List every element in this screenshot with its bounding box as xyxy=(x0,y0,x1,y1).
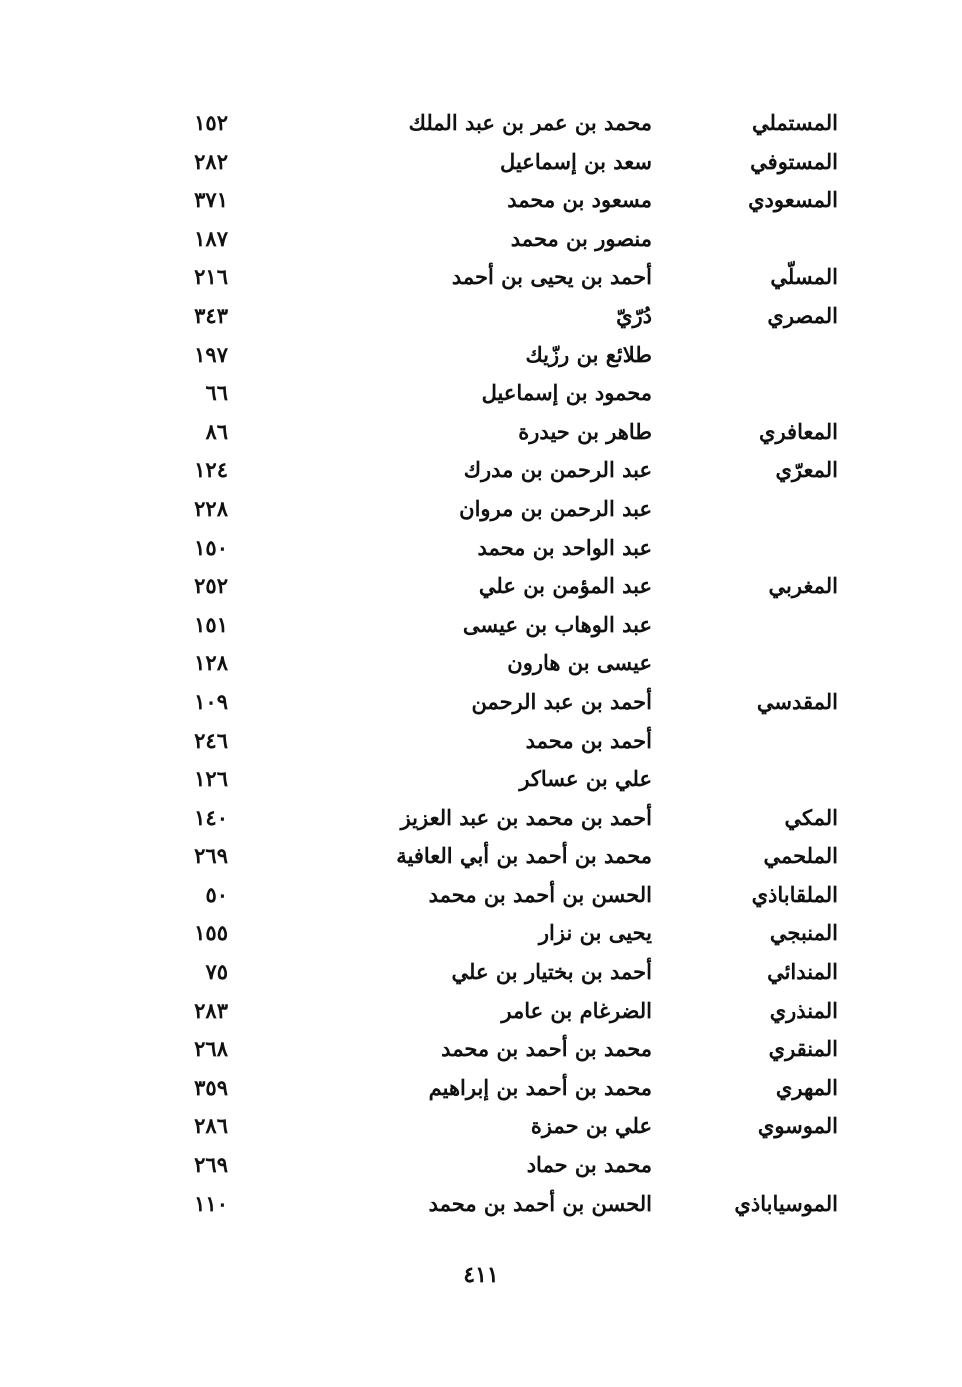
page-reference: ٢٨٣ xyxy=(194,997,228,1023)
page-reference: ١٤٠ xyxy=(194,804,228,830)
index-list xyxy=(0,104,962,1223)
page-reference: ٣٧١ xyxy=(194,187,228,213)
nisba-label xyxy=(688,220,838,259)
nisba-label xyxy=(688,490,838,529)
nisba-label: المهري xyxy=(775,1074,838,1100)
index-row xyxy=(0,799,962,838)
nisba-label: المغربي xyxy=(768,573,838,599)
index-row xyxy=(0,336,962,375)
person-name: دُرّيّ xyxy=(616,302,652,328)
index-row xyxy=(0,451,962,490)
nisba-label: المكي xyxy=(784,804,838,830)
nisba-label: المعافري xyxy=(759,418,838,444)
index-row xyxy=(0,104,962,143)
index-row xyxy=(0,1107,962,1146)
person-name: الحسن بن أحمد بن محمد xyxy=(428,1190,652,1216)
index-row xyxy=(0,567,962,606)
index-row xyxy=(0,1185,962,1224)
person-name: منصور بن محمد xyxy=(510,225,652,251)
index-row xyxy=(0,1030,962,1069)
person-name: محمد بن عمر بن عبد الملك xyxy=(408,110,652,135)
person-name: عيسى بن هارون xyxy=(507,650,652,676)
person-name: سعد بن إسماعيل xyxy=(500,148,652,174)
person-name: مسعود بن محمد xyxy=(507,187,652,213)
index-row xyxy=(0,258,962,297)
index-row xyxy=(0,490,962,529)
index-row xyxy=(0,992,962,1031)
nisba-label: الملحمي xyxy=(763,843,838,869)
nisba-label: المنبجي xyxy=(769,920,838,946)
page-reference: ٢٤٦ xyxy=(194,727,228,753)
page-reference: ٢٦٩ xyxy=(194,843,228,869)
person-name: محمد بن أحمد بن إبراهيم xyxy=(428,1074,652,1100)
person-name: محمود بن إسماعيل xyxy=(481,380,652,406)
page-reference: ١٢٨ xyxy=(194,650,228,676)
person-name: الحسن بن أحمد بن محمد xyxy=(428,881,652,907)
person-name: عبد الواحد بن محمد xyxy=(477,534,652,560)
person-name: محمد بن حماد xyxy=(526,1152,652,1178)
person-name: الضرغام بن عامر xyxy=(501,997,652,1023)
page-reference: ١٩٧ xyxy=(194,341,228,367)
page-reference: ١٥١ xyxy=(194,611,228,637)
person-name: محمد بن أحمد بن أبي العافية xyxy=(396,843,652,869)
nisba-label xyxy=(688,606,838,645)
nisba-label: الموسوي xyxy=(757,1113,838,1139)
page-reference: ١٥٠ xyxy=(194,534,228,560)
nisba-label: المستوفي xyxy=(750,148,838,174)
page-reference: ٢٨٦ xyxy=(194,1113,228,1139)
page-reference: ٣٤٣ xyxy=(194,302,228,328)
nisba-label: المندائي xyxy=(767,959,838,985)
person-name: عبد الوهاب بن عيسى xyxy=(462,611,652,637)
index-row xyxy=(0,297,962,336)
nisba-label xyxy=(688,336,838,375)
nisba-label xyxy=(688,529,838,568)
page-reference: ١٠٩ xyxy=(194,688,228,714)
index-row xyxy=(0,220,962,259)
page-reference: ١٢٦ xyxy=(194,766,228,792)
person-name: محمد بن أحمد بن محمد xyxy=(441,1036,652,1062)
page-reference: ٣٥٩ xyxy=(194,1074,228,1100)
nisba-label: الموسياباذي xyxy=(734,1190,838,1216)
person-name: يحيى بن نزار xyxy=(538,920,652,946)
nisba-label xyxy=(688,374,838,413)
nisba-label: الملقاباذي xyxy=(751,881,838,907)
page-reference: ٨٦ xyxy=(205,418,228,444)
nisba-label: المستملي xyxy=(751,110,838,135)
index-row xyxy=(0,606,962,645)
nisba-label xyxy=(688,760,838,799)
index-row xyxy=(0,181,962,220)
person-name: علي بن عساكر xyxy=(519,766,652,792)
nisba-label xyxy=(688,722,838,761)
nisba-label: المصري xyxy=(767,302,838,328)
person-name: علي بن حمزة xyxy=(530,1113,652,1139)
page-reference: ٦٦ xyxy=(205,380,228,406)
person-name: أحمد بن يحيى بن أحمد xyxy=(451,264,652,290)
index-row xyxy=(0,143,962,182)
page-reference: ٢٦٨ xyxy=(194,1036,228,1062)
page-reference: ٢٥٢ xyxy=(194,573,228,599)
person-name: طلائع بن رزّيك xyxy=(525,341,652,367)
index-row xyxy=(0,914,962,953)
person-name: عبد المؤمن بن علي xyxy=(478,573,652,599)
page-reference: ٢٨٢ xyxy=(194,148,228,174)
index-row xyxy=(0,413,962,452)
page-reference: ١٨٧ xyxy=(194,225,228,251)
index-row xyxy=(0,644,962,683)
nisba-label: المعرّي xyxy=(775,457,838,483)
person-name: عبد الرحمن بن مدرك xyxy=(463,457,652,483)
page-number: ٤١١ xyxy=(463,1262,499,1288)
index-row xyxy=(0,1146,962,1185)
index-row xyxy=(0,374,962,413)
nisba-label: المقدسي xyxy=(756,688,838,714)
nisba-label: المنذري xyxy=(769,997,838,1023)
nisba-label: المنقري xyxy=(768,1036,838,1062)
index-row xyxy=(0,683,962,722)
person-name: أحمد بن عبد الرحمن xyxy=(471,688,652,714)
index-row xyxy=(0,1069,962,1108)
person-name: أحمد بن محمد بن عبد العزيز xyxy=(400,804,652,830)
nisba-label: المسعودي xyxy=(748,187,838,213)
page-reference: ٥٠ xyxy=(205,881,228,907)
person-name: أحمد بن محمد xyxy=(525,727,652,753)
nisba-label xyxy=(688,644,838,683)
index-row xyxy=(0,722,962,761)
page-reference: ٢١٦ xyxy=(194,264,228,290)
index-row xyxy=(0,529,962,568)
index-row xyxy=(0,760,962,799)
index-row xyxy=(0,876,962,915)
page-reference: ٢٢٨ xyxy=(194,495,228,521)
page-reference: ٧٥ xyxy=(205,959,228,985)
nisba-label: المسلّي xyxy=(770,264,838,290)
page-reference: ١١٠ xyxy=(194,1190,228,1216)
page-reference: ١٢٤ xyxy=(194,457,228,483)
index-row xyxy=(0,953,962,992)
person-name: أحمد بن بختيار بن علي xyxy=(451,959,652,985)
person-name: عبد الرحمن بن مروان xyxy=(459,495,652,521)
page-reference: ١٥٥ xyxy=(194,920,228,946)
index-row xyxy=(0,837,962,876)
person-name: طاهر بن حيدرة xyxy=(518,418,652,444)
page-reference: ١٥٢ xyxy=(194,110,228,135)
nisba-label xyxy=(688,1146,838,1185)
page-reference: ٢٦٩ xyxy=(194,1152,228,1178)
